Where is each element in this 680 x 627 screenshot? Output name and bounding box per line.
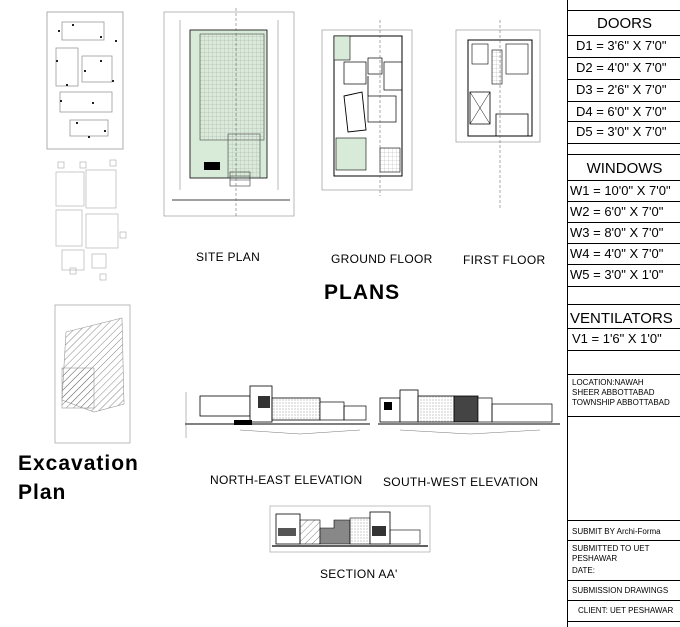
first-floor-label: FIRST FLOOR [463, 253, 546, 267]
ground-floor-drawing [322, 20, 412, 196]
door-row: D4 = 6'0" X 7'0" [576, 104, 667, 119]
client-field: CLIENT: UET PESHAWAR [578, 606, 674, 615]
first-floor-drawing [456, 20, 540, 210]
submitted-to-line: PESHAWAR [572, 554, 618, 563]
window-row: W2 = 6'0" X 7'0" [570, 204, 664, 219]
door-row: D2 = 4'0" X 7'0" [576, 60, 667, 75]
date-field: DATE: [572, 566, 595, 575]
window-row: W3 = 8'0" X 7'0" [570, 225, 664, 240]
foundation-plan [47, 12, 123, 149]
windows-heading: WINDOWS [586, 160, 663, 177]
section-aa-label: SECTION AA' [320, 567, 398, 581]
submitted-to-line: SUBMITTED TO UET [572, 544, 650, 553]
excavation-title-line2: Plan [18, 481, 67, 504]
door-row: D5 = 3'0" X 7'0" [576, 124, 667, 139]
ventilators-heading: VENTILATORS [570, 310, 673, 327]
ventilator-row: V1 = 1'6" X 1'0" [572, 331, 662, 346]
excavation-plan-drawing [55, 305, 130, 443]
submission-title: SUBMISSION DRAWINGS [572, 586, 669, 595]
submit-by: SUBMIT BY Archi-Forma [572, 527, 661, 536]
plans-title: PLANS [324, 281, 401, 304]
south-west-elevation-drawing [378, 390, 560, 434]
section-aa-drawing [270, 506, 430, 552]
ground-floor-label: GROUND FLOOR [331, 252, 433, 266]
location-line: LOCATION:NAWAH [572, 378, 644, 387]
south-west-elevation-label: SOUTH-WEST ELEVATION [383, 475, 539, 489]
excavation-title-line1: Excavation [18, 452, 139, 475]
window-row: W1 = 10'0" X 7'0" [570, 183, 671, 198]
north-east-elevation-drawing [185, 386, 370, 438]
location-line: TOWNSHIP ABBOTTABAD [572, 398, 670, 407]
footing-plan [56, 160, 126, 280]
schedule-panel [567, 0, 680, 627]
door-row: D3 = 2'6" X 7'0" [576, 82, 667, 97]
doors-heading: DOORS [596, 15, 652, 32]
door-row: D1 = 3'6" X 7'0" [576, 38, 667, 53]
window-row: W4 = 4'0" X 7'0" [570, 246, 664, 261]
site-plan-label: SITE PLAN [196, 250, 261, 264]
location-line: SHEER ABBOTTABAD [572, 388, 655, 397]
site-plan-drawing [164, 8, 294, 216]
north-east-elevation-label: NORTH-EAST ELEVATION [210, 473, 363, 487]
window-row: W5 = 3'0" X 1'0" [570, 267, 664, 282]
